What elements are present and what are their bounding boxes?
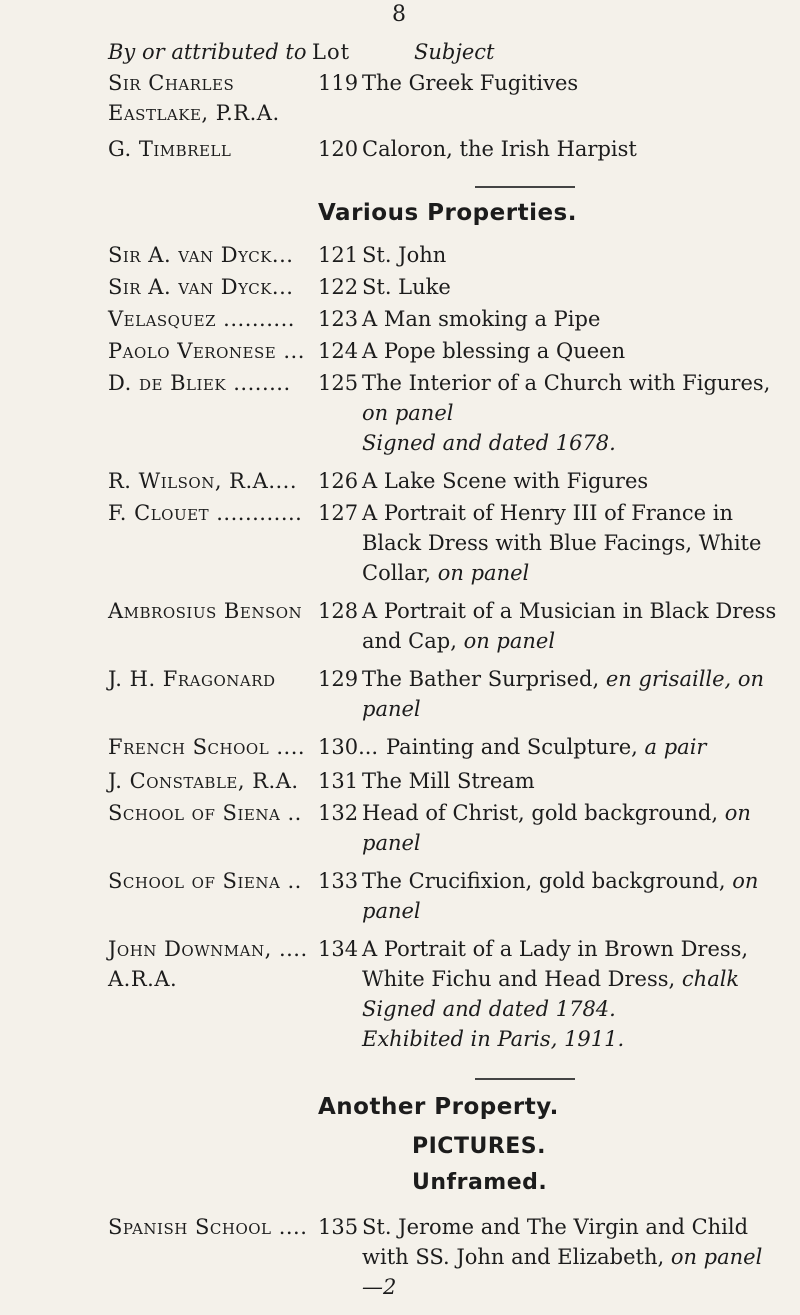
lot-number: 122 [318, 275, 359, 299]
subject-note: en grisaille, on panel [362, 667, 765, 721]
subject [362, 596, 782, 656]
artist: Paolo Veronese ... [108, 339, 305, 363]
lot-number: 130... [318, 735, 379, 759]
lot-number: 134 [318, 937, 359, 961]
subject-note: on panel [362, 801, 751, 855]
subject [386, 732, 800, 762]
lot-number: 120 [318, 137, 359, 161]
subject [362, 498, 782, 588]
artist: John Downman, .... A.R.A. [108, 937, 308, 991]
artist: R. Wilson, R.A.... [108, 469, 298, 493]
lot-number: 131 [318, 769, 359, 793]
subject [362, 68, 782, 98]
subject-note: on panel [463, 629, 556, 653]
artist: Spanish School .... [108, 1215, 308, 1239]
pictures-heading: PICTURES. [412, 1134, 546, 1159]
lot-number: 119 [318, 71, 359, 95]
subject-note: on panel [437, 561, 530, 585]
section-another-property: Another Property. [318, 1094, 559, 1120]
artist: Velasquez .......... [108, 307, 295, 331]
subject [362, 1212, 782, 1302]
lot-number: 135 [318, 1215, 359, 1239]
artist: J. Constable, R.A. [108, 769, 299, 793]
artist: Sir A. van Dyck... [108, 275, 294, 299]
subject [362, 134, 782, 164]
subject-text: Head of Christ, gold background, [362, 801, 719, 825]
subject-text: The Interior of a Church with Figures, [362, 371, 771, 395]
subject-note: a pair [644, 735, 707, 759]
lot-number: 123 [318, 307, 359, 331]
lot-number: 133 [318, 869, 359, 893]
lot-number: 124 [318, 339, 359, 363]
divider [475, 1078, 575, 1080]
subject [362, 798, 782, 858]
subject [362, 466, 782, 496]
subject-text: A Portrait of Henry III of France in Black Dress with Blue Facings, White Collar, [362, 501, 762, 585]
artist: J. H. Fragonard [108, 667, 276, 691]
subject-extra: Signed and dated 1784. [362, 997, 616, 1021]
artist: F. Clouet ............ [108, 501, 303, 525]
subject-text: A Pope blessing a Queen [362, 339, 626, 363]
subject-extra: Signed and dated 1678. [362, 431, 616, 455]
subject-note: on panel—2 [362, 1245, 763, 1299]
subject-text: St. Luke [362, 275, 451, 299]
subject-extra-2: Exhibited in Paris, 1911. [362, 1027, 625, 1051]
subject-note: on panel [362, 401, 454, 425]
subject-text: A Man smoking a Pipe [362, 307, 601, 331]
lot-number: 128 [318, 599, 359, 623]
subject-text: The Crucifixion, gold background, [362, 869, 726, 893]
header-subject: Subject [414, 40, 495, 64]
subject [362, 240, 782, 270]
lot-number: 132 [318, 801, 359, 825]
subject-text: Painting and Sculpture, [386, 735, 638, 759]
lot-number: 121 [318, 243, 359, 267]
page-number: 8 [392, 2, 406, 27]
header-attributed: By or attributed to [108, 40, 307, 64]
lot-number: 129 [318, 667, 359, 691]
header-lot: Lot [312, 40, 351, 64]
subject [362, 934, 782, 1054]
subject [362, 866, 782, 926]
subject-text: A Portrait of a Lady in Brown Dress, White Fichu and Head Dress, [362, 937, 749, 991]
subject-note: on panel [362, 869, 759, 923]
section-various-properties: Various Properties. [318, 200, 577, 226]
artist: Sir Charles Eastlake, P.R.A. [108, 71, 280, 125]
divider [475, 186, 575, 188]
subject-text: The Bather Surprised, [362, 667, 600, 691]
subject-text: The Greek Fugitives [362, 71, 579, 95]
subject-note: chalk [681, 967, 740, 991]
subject [362, 766, 782, 796]
subject [362, 304, 782, 334]
artist: Ambrosius Benson [108, 599, 303, 623]
subject-text: The Mill Stream [362, 769, 535, 793]
lot-number: 125 [318, 371, 359, 395]
artist: Sir A. van Dyck... [108, 243, 294, 267]
artist: School of Siena .. [108, 801, 302, 825]
subject-text: A Portrait of a Musician in Black Dress and Cap, [362, 599, 777, 653]
subject [362, 336, 782, 366]
subject [362, 368, 782, 458]
subject [362, 664, 782, 724]
artist: French School .... [108, 735, 306, 759]
subject-text: St. John [362, 243, 447, 267]
lot-number: 127 [318, 501, 359, 525]
subject-text: Caloron, the Irish Harpist [362, 137, 637, 161]
artist: G. Timbrell [108, 137, 232, 161]
lot-number: 126 [318, 469, 359, 493]
artist: D. de Bliek ........ [108, 371, 291, 395]
subject-text: A Lake Scene with Figures [362, 469, 649, 493]
subject-text: St. Jerome and The Virgin and Child with SS. John and Elizabeth, [362, 1215, 749, 1269]
subject [362, 272, 782, 302]
unframed-heading: Unframed. [412, 1170, 548, 1195]
artist: School of Siena .. [108, 869, 302, 893]
